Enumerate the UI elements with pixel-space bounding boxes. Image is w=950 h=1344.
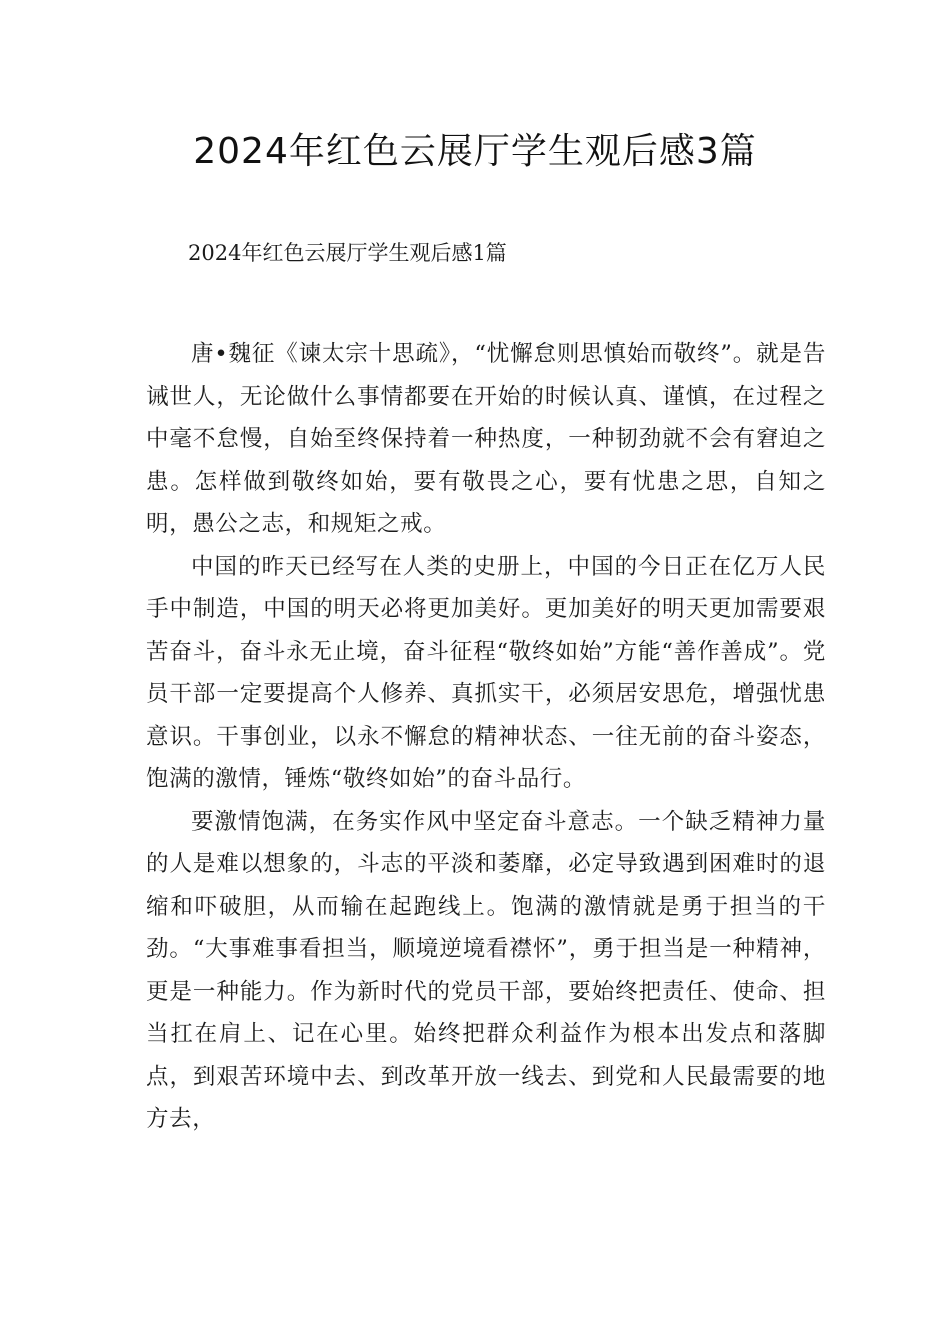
paragraph-2: 中国的昨天已经写在人类的史册上，中国的今日正在亿万人民手中制造，中国的明天必将更加美好。更加美好的明天更加需要艰苦奋斗，奋斗永无止境，奋斗征程“敬终如始”方能“善作善成”。党员干部一定要提高个人修养、真抓实干，必须居安思危，增强忧患意识。干事创业，以永不懈怠的精神状态、一往无前的奋斗姿态，饱满的激情，锤炼“敬终如始”的奋斗品行。 [146,553,826,792]
paragraph-1: 唐•魏征《谏太宗十思疏》，“忧懈怠则思慎始而敬终”。就是告诫世人，无论做什么事情都要在开始的时候认真、谨慎，在过程之中毫不怠慢，自始至终保持着一种热度，一种韧劲就不会有窘迫之患。怎样做到敬终如始，要有敬畏之心，要有忧患之思，自知之明，愚公之志，和规矩之戒。 [146,341,826,537]
document-title: 2024年红色云展厅学生观后感3篇 [193,131,757,172]
paragraph-3: 要激情饱满，在务实作风中坚定奋斗意志。一个缺乏精神力量的人是难以想象的，斗志的平淡和萎靡，必定导致遇到困难时的退缩和吓破胆，从而输在起跑线上。饱满的激情就是勇于担当的干劲。“大事难事看担当，顺境逆境看襟怀”，勇于担当是一种精神，更是一种能力。作为新时代的党员干部，要始终把责任、使命、担当扛在肩上、记在心里。始终把群众利益作为根本出发点和落脚点，到艰苦环境中去、到改革开放一线去、到党和人民最需要的地方去， [146,808,826,1132]
body-text [146,333,826,1141]
section-subtitle: 2024年红色云展厅学生观后感1篇 [188,241,507,265]
